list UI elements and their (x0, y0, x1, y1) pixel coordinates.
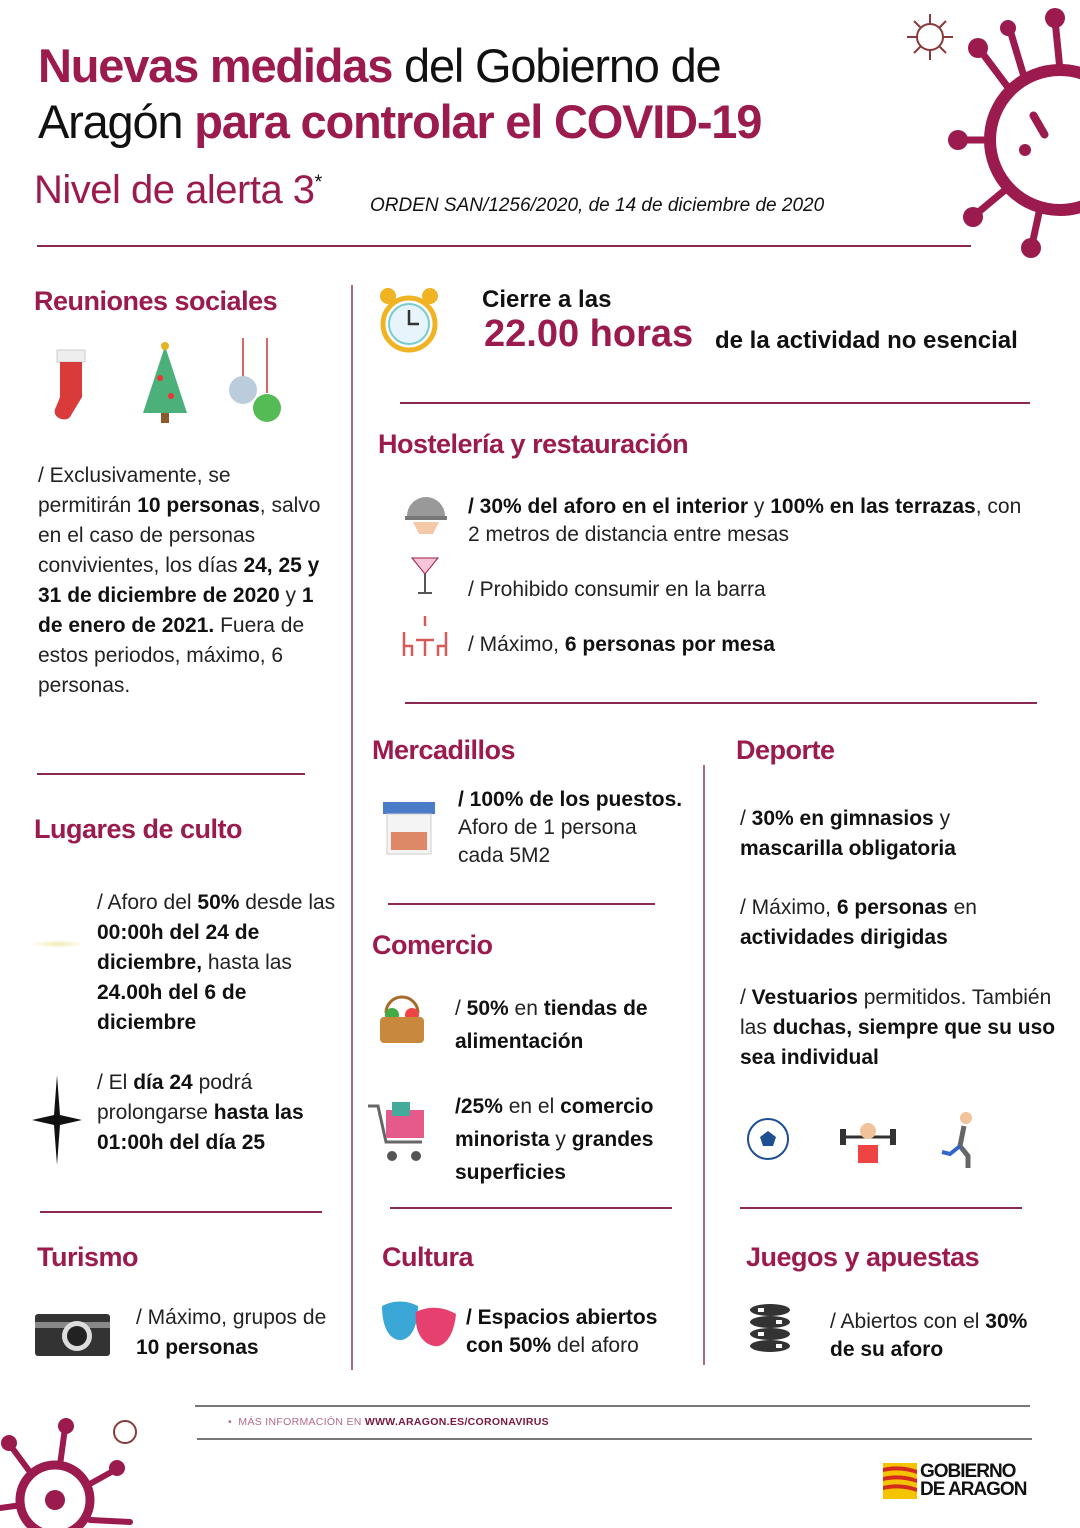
alert-level-text: Nivel de alerta 3 (34, 168, 315, 212)
bold-text-segment: día 24 (133, 1071, 193, 1094)
hosteleria-item-1 (468, 493, 1038, 549)
text-segment: / Abiertos con el (830, 1310, 986, 1333)
text-segment: , salvo en el caso de personas convivientes, los días (38, 494, 321, 577)
reuniones-text (38, 461, 323, 701)
text-segment: / (740, 986, 752, 1009)
bold-text-segment: mascarilla obligatoria (740, 837, 956, 860)
hosteleria-item-3 (468, 630, 1028, 660)
shopping-cart-icon (366, 1100, 432, 1166)
bold-text-segment: / Espacios abiertos con 50% (466, 1306, 658, 1357)
bold-text-segment: 30% en gimnasios (751, 807, 934, 830)
culto-item-1 (97, 888, 342, 1038)
bold-text-segment: 1 de enero de 2021. (38, 584, 314, 637)
text-segment: / El (97, 1071, 134, 1094)
text-segment: desde las (239, 891, 336, 914)
divider (197, 1438, 1032, 1440)
bold-text-segment: 24, 25 y 31 de diciembre de 2020 (38, 554, 320, 607)
alert-asterisk: * (314, 171, 322, 194)
bold-text-segment: 6 personas por mesa (564, 633, 775, 656)
food-cloche-icon (403, 490, 449, 534)
bold-text-segment: / 30% del aforo en el interior (468, 495, 749, 518)
divider (400, 402, 1030, 404)
text-segment: del aforo (551, 1334, 639, 1357)
table-chairs-icon (400, 614, 450, 658)
christmas-tree-icon (135, 338, 195, 428)
text-segment: en (947, 896, 977, 919)
text-segment: podrá prolongarse (97, 1071, 253, 1124)
bold-text-segment: 10 personas (136, 1336, 259, 1359)
section-heading-mercadillos: Mercadillos (372, 735, 516, 765)
more-info: • MÁS INFORMACIÓN EN WWW.ARAGON.ES/CORONAVIRUS (228, 1416, 549, 1428)
market-stall-icon (383, 802, 435, 856)
logo-line2: DE ARAGON (920, 1479, 1027, 1500)
deporte-item-1 (740, 804, 1040, 864)
section-heading-cultura: Cultura (382, 1242, 473, 1272)
cierre-time: 22.00 horas (484, 313, 694, 355)
cocktail-icon (410, 552, 440, 596)
divider (40, 1211, 322, 1213)
text-segment: , con 2 metros de distancia entre mesas (468, 495, 1022, 546)
bold-text-segment: Nuevas medidas (38, 39, 393, 92)
bold-text-segment: grandes superficies (455, 1128, 654, 1184)
more-info-link[interactable]: WWW.ARAGON.ES/CORONAVIRUS (364, 1416, 549, 1428)
text-segment: en (508, 997, 544, 1020)
bold-text-segment: 100% en las terrazas (770, 495, 976, 518)
virus-decoration-bottom-icon (0, 1410, 160, 1528)
text-segment: / (740, 807, 752, 830)
alert-level (34, 168, 322, 213)
column-divider (351, 285, 353, 1370)
divider (37, 773, 305, 775)
sparkle-icon (30, 940, 85, 948)
text-segment: / Máximo, (740, 896, 837, 919)
more-info-label: MÁS INFORMACIÓN EN (238, 1416, 365, 1428)
text-segment: en el (502, 1095, 561, 1118)
page-title (38, 38, 761, 150)
bold-text-segment: 50% (197, 891, 240, 914)
logo-line1: GOBIERNO (920, 1461, 1016, 1482)
gobierno-aragon-logo (883, 1463, 1026, 1499)
bold-text-segment: Vestuarios (751, 986, 858, 1009)
text-segment: y (748, 495, 771, 518)
juegos-text (830, 1308, 1030, 1364)
divider (405, 702, 1037, 704)
hosteleria-item-2 (468, 575, 1028, 605)
bold-text-segment: 50% (466, 997, 509, 1020)
section-heading-reuniones: Reuniones sociales (34, 286, 278, 316)
text-segment: Aforo de 1 persona cada 5M2 (458, 816, 637, 867)
bold-text-segment: 10 personas (137, 494, 260, 517)
comercio-item-2 (455, 1090, 695, 1189)
section-heading-comercio: Comercio (372, 930, 493, 960)
divider (388, 903, 655, 905)
aragon-flag-icon (883, 1463, 917, 1499)
comercio-item-1 (455, 992, 695, 1058)
rich-text (38, 38, 761, 94)
bold-text-segment: 30% de su aforo (830, 1310, 1028, 1361)
section-heading-turismo: Turismo (37, 1242, 139, 1272)
christmas-ornaments-icon (225, 338, 285, 428)
turismo-text (136, 1303, 336, 1363)
section-heading-deporte: Deporte (736, 735, 835, 765)
text-segment: / (455, 997, 467, 1020)
rich-text (38, 94, 761, 150)
deporte-item-2 (740, 893, 1040, 953)
bold-text-segment: 24.00h del 6 de diciembre (97, 981, 247, 1034)
divider (195, 1405, 1030, 1407)
section-heading-hosteleria: Hostelería y restauración (378, 429, 689, 459)
deporte-item-3 (740, 983, 1060, 1073)
bold-text-segment: /25% (455, 1095, 503, 1118)
bold-text-segment: / 100% de los puestos. (458, 788, 683, 811)
bold-text-segment: duchas, siempre que su uso sea individual (740, 1016, 1056, 1069)
column-divider (703, 765, 705, 1365)
section-heading-culto: Lugares de culto (34, 814, 243, 844)
bold-text-segment: tiendas de alimentación (455, 997, 648, 1053)
cierre-rest: de la actividad no esencial (715, 327, 1018, 354)
text-segment: del Gobierno de (392, 39, 721, 92)
alarm-clock-icon (378, 284, 440, 358)
cierre-line1: Cierre a las (482, 286, 612, 313)
text-segment: Fuera de estos periodos, máximo, 6 personas. (38, 614, 305, 697)
cultura-text (466, 1304, 696, 1360)
runner-icon (940, 1110, 980, 1170)
text-segment: permitidos. También las (740, 986, 1052, 1039)
soccer-ball-icon (746, 1117, 790, 1161)
bold-text-segment: 6 personas (836, 896, 948, 919)
culto-item-2 (97, 1068, 337, 1158)
bold-text-segment: 00:00h del 24 de diciembre, (97, 921, 260, 974)
section-heading-juegos: Juegos y apuestas (746, 1242, 980, 1272)
poker-chips-icon (748, 1302, 792, 1358)
weightlifter-icon (838, 1115, 898, 1165)
bold-text-segment: para controlar el COVID-19 (194, 95, 762, 148)
text-segment: / Exclusivamente, se permitirán (38, 464, 231, 517)
theater-masks-icon (380, 1300, 458, 1352)
text-segment: hasta las (202, 951, 292, 974)
text-segment: / Máximo, grupos de (136, 1306, 327, 1329)
divider (37, 245, 971, 247)
text-segment: y (279, 584, 302, 607)
bold-text-segment: actividades dirigidas (740, 926, 948, 949)
order-reference: ORDEN SAN/1256/2020, de 14 de diciembre de 2020 (370, 195, 825, 216)
small-virus-icon (905, 12, 955, 62)
mercadillos-text (458, 786, 683, 870)
christmas-stocking-icon (45, 345, 95, 425)
text-segment: / Máximo, (468, 633, 565, 656)
bold-text-segment: hasta las 01:00h del día 25 (97, 1101, 304, 1154)
text-segment: / Prohibido consumir en la barra (468, 578, 766, 601)
text-segment: / Aforo del (97, 891, 198, 914)
text-segment: Aragón (38, 95, 195, 148)
bold-text-segment: comercio minorista (455, 1095, 654, 1151)
virus-decoration-icon (940, 0, 1080, 260)
divider (740, 1207, 1022, 1209)
star-icon (32, 1075, 82, 1165)
food-basket-icon (376, 993, 428, 1045)
divider (390, 1207, 672, 1209)
text-segment: y (549, 1128, 572, 1151)
camera-icon (35, 1308, 110, 1356)
text-segment: y (933, 807, 951, 830)
